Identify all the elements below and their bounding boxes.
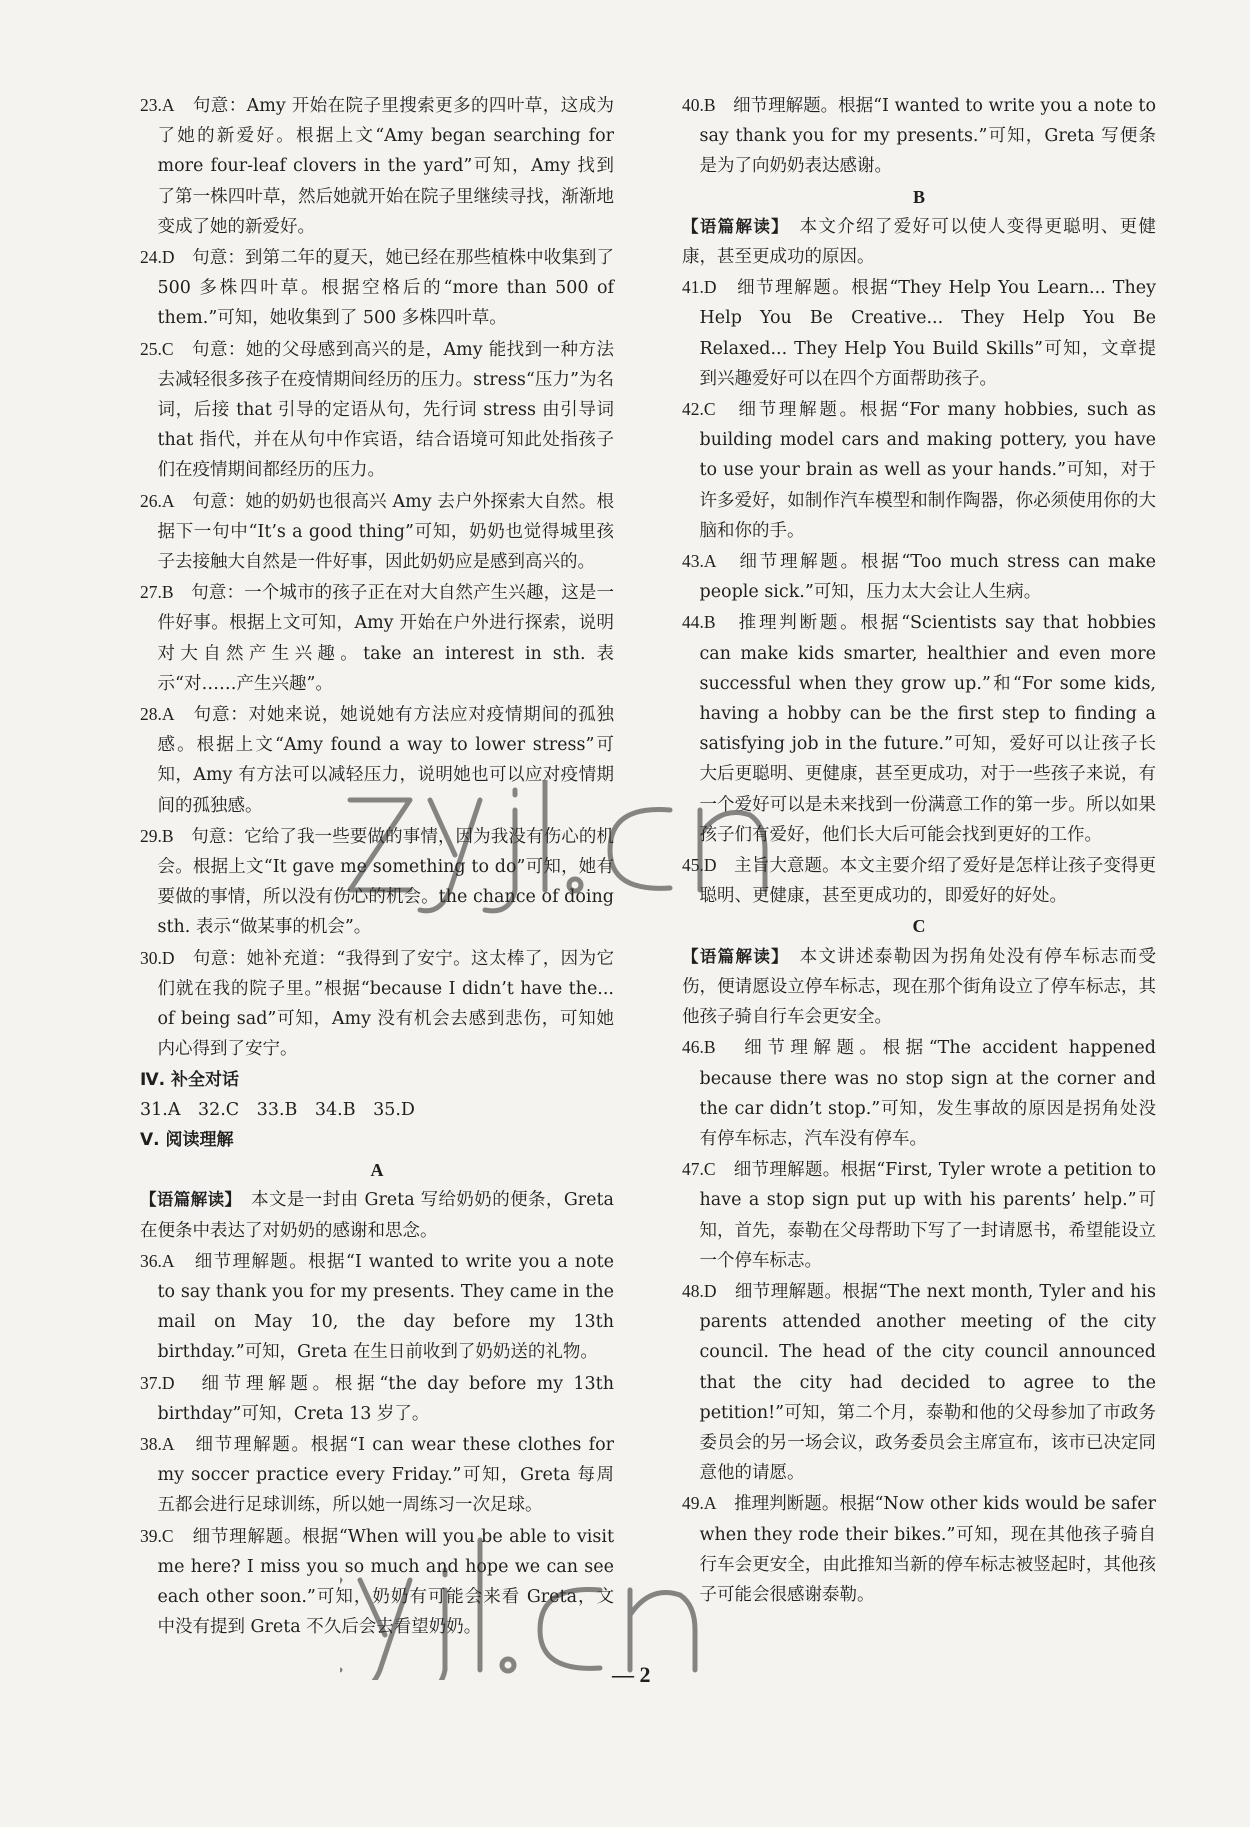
intro-tag: 【语篇解读】 [140, 1190, 234, 1210]
answer-explanation: 细节理解题。根据“When will you be able to visit me here? I miss you so much and hope we can see each other soon.”可知，奶奶有可能会来看 Greta，文中没有提到 Greta 不久后会去看望奶奶。 [157, 1526, 614, 1638]
answer-number: 41.D [682, 277, 717, 298]
answer-explanation: 细节理解题。根据“the day before my 13th birthday”可知，Creta 13 岁了。 [157, 1373, 614, 1424]
answer-item [140, 577, 614, 699]
part-a-label: A [370, 1160, 384, 1181]
answer-item [682, 272, 1156, 394]
answer-item [140, 1521, 614, 1643]
answer-explanation: 推理判断题。根据“Now other kids would be safer when they rode their bikes.”可知，现在其他孩子骑自行车会更安全，由此推知当新的停车标志被竖起时，其他孩子可能会很感谢泰勒。 [699, 1494, 1156, 1605]
answer-list-cloze [140, 90, 614, 1065]
intro-text: 本文是一封由 Greta 写给奶奶的便条，Greta 在便条中表达了对奶奶的感谢和思念。 [140, 1190, 614, 1241]
section-iv-title: Ⅳ. 补全对话 [140, 1069, 240, 1090]
answer-number: 43.A [682, 551, 717, 572]
answer-item [140, 1429, 614, 1521]
answer-item [682, 850, 1156, 911]
answer-number: 47.C [682, 1159, 716, 1180]
answer-explanation: 细节理解题。根据“I wanted to write you a note to say thank you for my presents.”可知，Greta 写便条是为了向奶奶表达感谢。 [699, 96, 1156, 177]
answer-number: 27.B [140, 582, 174, 603]
intro-tag: 【语篇解读】 [682, 216, 781, 236]
answer-number: 48.D [682, 1280, 717, 1301]
answer-explanation: 句意：她补充道：“我得到了安宁。这太棒了，因为它们就在我的院子里。”根据“because I didn’t have the... of being sad”可知，Amy 没有机会去感到悲伤，可知她内心得到了安宁。 [157, 948, 614, 1060]
left-column [140, 90, 614, 1642]
intro-text: 本文介绍了爱好可以使人变得更聪明、更健康，甚至更成功的原因。 [682, 216, 1157, 268]
answer-explanation: 主旨大意题。本文主要介绍了爱好是怎样让孩子变得更聪明、更健康，甚至更成功的，即爱好的好处。 [699, 856, 1156, 907]
answer-explanation: 句意：一个城市的孩子正在对大自然产生兴趣，这是一件好事。根据上文可知，Amy 开始在户外进行探索，说明对大自然产生兴趣。take an interest in sth. 表示“对……产生兴趣”。 [157, 583, 614, 694]
section-iv-answers: 31.A 32.C 33.B 34.B 35.D [140, 1099, 415, 1120]
part-b-intro [682, 212, 1156, 272]
part-c-label: C [912, 916, 926, 937]
answer-explanation: 句意：对她来说，她说她有方法应对疫情期间的孤独感。根据上文“Amy found a way to lower stress”可知，Amy 有方法可以减轻压力，说明她也可以应对疫情期间的孤独感。 [157, 705, 614, 816]
answer-number: 40.B [682, 95, 716, 115]
answer-number: 37.D [140, 1372, 175, 1393]
answer-number: 46.B [682, 1037, 716, 1058]
answer-item [140, 1368, 614, 1429]
right-column [682, 90, 1156, 1610]
answer-item [140, 486, 614, 578]
answer-number: 28.A [140, 704, 175, 725]
answer-explanation: 细节理解题。根据“They Help You Learn... They Help You Be Creative... They Help You Be Relaxed... They Help You Build Skills”可知，文章提到兴趣爱好可以在四个方面帮助孩子。 [699, 278, 1156, 389]
answer-item [682, 1276, 1156, 1488]
answer-number: 30.D [140, 947, 175, 968]
intro-tag: 【语篇解读】 [682, 946, 781, 966]
answer-explanation: 句意：到第二年的夏天，她已经在那些植株中收集到了 500 多株四叶草。根据空格后的“more than 500 of them.”可知，她收集到了 500 多株四叶草。 [157, 248, 614, 329]
answer-item [682, 1488, 1156, 1610]
section-v-title: Ⅴ. 阅读理解 [140, 1129, 234, 1150]
part-b-label: B [912, 186, 925, 207]
answer-number: 39.C [140, 1525, 174, 1546]
answer-explanation: 句意：它给了我一些要做的事情，因为我没有伤心的机会。根据上文“It gave me something to do”可知，她有要做的事情，所以没有伤心的机会。the chance of doing sth. 表示“做某事的机会”。 [157, 826, 614, 938]
answer-explanation: 推理判断题。根据“Scientists say that hobbies can make kids smarter, healthier and even more successful when they grow up.”和“For some kids, having a hobby can be the first step to finding a satisfying job in the future.”可知，爱好可以让孩子长大后更聪明、更健康，甚至更成功，对于一些孩子来说，有一个爱好可以是未来找到一份满意工作的第一步。所以如果孩子们有爱好，他们长大后可能会找到更好的工作。 [699, 613, 1156, 845]
answer-item [140, 821, 614, 943]
answer-explanation: 细节理解题。根据“Too much stress can make people sick.”可知，压力太大会让人生病。 [699, 552, 1156, 603]
answer-list-reading-a [140, 1246, 614, 1643]
answer-number: 38.A [140, 1433, 175, 1454]
answer-number: 42.C [682, 399, 716, 420]
answer-explanation: 细节理解题。根据“I can wear these clothes for my soccer practice every Friday.”可知，Greta 每周五都会进行足球训练，所以她一周练习一次足球。 [157, 1434, 614, 1516]
answer-number: 44.B [682, 612, 716, 633]
answer-number: 23.A [140, 95, 175, 115]
answer-item [140, 334, 614, 486]
answer-item [140, 242, 614, 334]
answer-item [682, 394, 1156, 546]
answer-number: 26.A [140, 490, 175, 511]
answer-explanation: 句意：她的父母感到高兴的是，Amy 能找到一种方法去减轻很多孩子在疫情期间经历的压力。stress“压力”为名词，后接 that 引导的定语从句，先行词 stress 由引导词 that 指代，并在从句中作宾语，结合语境可知此处指孩子们在疫情期间都经历的压力。 [157, 339, 614, 481]
answer-number: 29.B [140, 825, 174, 846]
answer-number: 25.C [140, 338, 174, 359]
answer-item [682, 90, 1156, 182]
answer-number: 49.A [682, 1493, 717, 1514]
answer-explanation: 细节理解题。根据“I wanted to write you a note to say thank you for my presents. They came in the mail on May 10, the day before my 13th birthday.”可知，Greta 在生日前收到了奶奶送的礼物。 [157, 1251, 614, 1363]
answer-explanation: 句意：她的奶奶也很高兴 Amy 去户外探索大自然。根据下一句中“It’s a good thing”可知，奶奶也觉得城里孩子去接触大自然是一件好事，因此奶奶应是感到高兴的。 [157, 491, 614, 573]
answer-number: 24.D [140, 247, 175, 268]
answer-item [682, 607, 1156, 850]
part-a-intro [140, 1185, 614, 1245]
answer-explanation: 细节理解题。根据“The accident happened because there was no stop sign at the corner and the car didn’t stop.”可知，发生事故的原因是拐角处没有停车标志，汽车没有停车。 [699, 1038, 1156, 1149]
answer-item [140, 943, 614, 1065]
answer-list-reading-b [682, 272, 1156, 911]
answer-explanation: 细节理解题。根据“For many hobbies, such as building model cars and making pottery, you have to use your brain as well as your hands.”可知，对于许多爱好，如制作汽车模型和制作陶器，你必须使用你的大脑和你的手。 [699, 400, 1156, 541]
answer-item [140, 699, 614, 821]
answer-item [682, 546, 1156, 607]
answer-item [140, 90, 614, 242]
page-number: — 2 [612, 1662, 651, 1687]
answer-explanation: 句意：Amy 开始在院子里搜索更多的四叶草，这成为了她的新爱好。根据上文“Amy began searching for more four-leaf clovers in the yard”可知，Amy 找到了第一株四叶草，然后她就开始在院子里继续寻找，渐渐地变成了她的新爱好。 [157, 96, 614, 237]
answer-number: 36.A [140, 1250, 175, 1271]
part-c-intro [682, 942, 1156, 1033]
answer-list-reading-c [682, 1032, 1156, 1610]
answer-number: 45.D [682, 855, 717, 876]
answer-explanation: 细节理解题。根据“First, Tyler wrote a petition to have a stop sign put up with his parents’ help.”可知，首先，泰勒在父母帮助下写了一封请愿书，希望能设立一个停车标志。 [699, 1160, 1156, 1271]
intro-text: 本文讲述泰勒因为拐角处没有停车标志而受伤，便请愿设立停车标志，现在那个街角设立了停车标志，其他孩子骑自行车会更安全。 [682, 946, 1157, 1028]
answer-item [682, 1154, 1156, 1276]
answer-item [140, 1246, 614, 1368]
answer-list-reading-a-cont [682, 90, 1156, 182]
answer-explanation: 细节理解题。根据“The next month, Tyler and his parents attended another meeting of the city council. The head of the city council announced that the city had decided to agree to the petition!”可知，第二个月，泰勒和他的父母参加了市政务委员会的另一场会议，政务委员会主席宣布，该市已决定同意他的请愿。 [699, 1281, 1156, 1484]
answer-item [682, 1032, 1156, 1154]
